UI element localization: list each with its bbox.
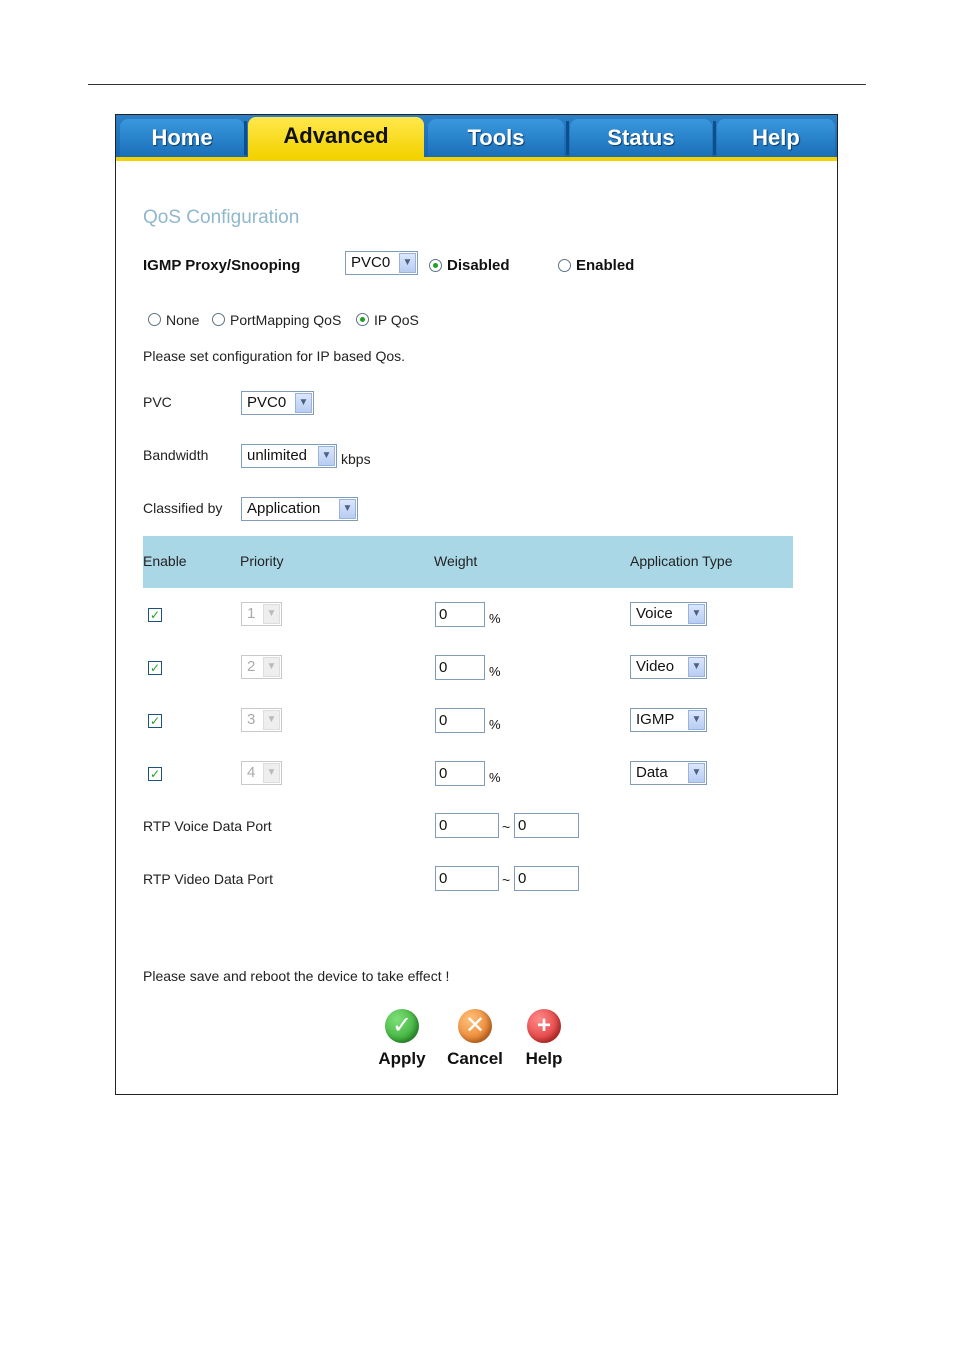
tab-home[interactable]: Home xyxy=(120,119,244,157)
chevron-down-icon: ▼ xyxy=(318,446,335,466)
pvc-value: PVC0 xyxy=(247,394,287,411)
check-icon: ✓ xyxy=(385,1009,419,1043)
tab-divider xyxy=(566,121,569,155)
classified-by-select[interactable] xyxy=(241,497,358,521)
igmp-enabled-label: Enabled xyxy=(576,257,635,274)
page-title: QoS Configuration xyxy=(143,207,300,228)
chevron-down-icon: ▼ xyxy=(263,604,280,624)
plus-icon: + xyxy=(527,1009,561,1043)
chevron-down-icon: ▼ xyxy=(263,763,280,783)
priority-value: 2 xyxy=(247,658,256,675)
col-priority: Priority xyxy=(240,553,284,569)
priority-value: 3 xyxy=(247,711,256,728)
weight-unit: % xyxy=(489,717,501,732)
chevron-down-icon: ▼ xyxy=(688,657,705,677)
app-type-select[interactable] xyxy=(630,602,707,626)
bandwidth-label: Bandwidth xyxy=(143,447,209,463)
priority-select[interactable] xyxy=(241,761,282,785)
reboot-notice: Please save and reboot the device to take effect ! xyxy=(143,968,450,984)
app-type-select[interactable] xyxy=(630,708,707,732)
apply-button[interactable] xyxy=(370,1009,434,1069)
chevron-down-icon: ▼ xyxy=(295,393,312,413)
qos-portmapping-label: PortMapping QoS xyxy=(230,312,342,328)
app-type-select[interactable] xyxy=(630,655,707,679)
qos-portmapping-radio[interactable] xyxy=(212,313,225,326)
bandwidth-unit: kbps xyxy=(341,451,371,467)
rtp-video-label: RTP Video Data Port xyxy=(143,871,273,887)
tab-divider xyxy=(244,121,247,155)
priority-value: 4 xyxy=(247,764,256,781)
tab-advanced[interactable]: Advanced xyxy=(248,117,424,157)
col-enable: Enable xyxy=(143,553,187,569)
chevron-down-icon: ▼ xyxy=(263,657,280,677)
rtp-video-separator: ~ xyxy=(502,872,511,888)
rtp-video-from-input[interactable]: 0 xyxy=(435,866,499,891)
row-enable-checkbox[interactable]: ✓ xyxy=(149,608,161,622)
rtp-video-to-input[interactable]: 0 xyxy=(514,866,579,891)
col-application-type: Application Type xyxy=(630,553,733,569)
rtp-voice-label: RTP Voice Data Port xyxy=(143,818,272,834)
pvc-label: PVC xyxy=(143,394,172,410)
classified-by-label: Classified by xyxy=(143,500,223,516)
priority-select[interactable] xyxy=(241,655,282,679)
weight-unit: % xyxy=(489,611,501,626)
page-top-rule xyxy=(88,84,866,85)
weight-input[interactable]: 0 xyxy=(435,708,485,733)
tab-divider xyxy=(713,121,716,155)
chevron-down-icon: ▼ xyxy=(688,710,705,730)
classified-by-value: Application xyxy=(247,500,321,517)
chevron-down-icon: ▼ xyxy=(339,499,356,519)
app-type-value: IGMP xyxy=(636,711,675,728)
pvc-select[interactable] xyxy=(241,391,314,415)
instruction-text: Please set configuration for IP based Qos. xyxy=(143,348,406,364)
tab-tools[interactable]: Tools xyxy=(428,119,564,157)
qos-ip-label: IP QoS xyxy=(374,312,419,328)
row-enable-checkbox[interactable]: ✓ xyxy=(149,661,161,675)
apply-label: Apply xyxy=(378,1049,426,1068)
router-config-panel xyxy=(115,114,838,1095)
bandwidth-value: unlimited xyxy=(247,447,308,464)
app-type-value: Data xyxy=(636,764,668,781)
weight-unit: % xyxy=(489,664,501,679)
chevron-down-icon: ▼ xyxy=(688,763,705,783)
cancel-button[interactable] xyxy=(442,1009,508,1069)
x-icon: ✕ xyxy=(458,1009,492,1043)
row-enable-checkbox[interactable]: ✓ xyxy=(149,714,161,728)
row-enable-checkbox[interactable]: ✓ xyxy=(149,767,161,781)
qos-ip-radio[interactable] xyxy=(356,313,369,326)
priority-select[interactable] xyxy=(241,708,282,732)
rtp-voice-to-input[interactable]: 0 xyxy=(514,813,579,838)
igmp-pvc-select[interactable] xyxy=(345,251,418,275)
weight-unit: % xyxy=(489,770,501,785)
rtp-voice-separator: ~ xyxy=(502,819,511,835)
tab-bar xyxy=(116,115,837,161)
tab-status[interactable]: Status xyxy=(570,119,712,157)
bandwidth-select[interactable] xyxy=(241,444,337,468)
priority-select[interactable] xyxy=(241,602,282,626)
weight-input[interactable]: 0 xyxy=(435,602,485,627)
help-button[interactable] xyxy=(520,1009,568,1069)
igmp-pvc-value: PVC0 xyxy=(351,254,391,271)
qos-none-label: None xyxy=(166,312,200,328)
tab-help[interactable]: Help xyxy=(717,119,835,157)
qos-none-radio[interactable] xyxy=(148,313,161,326)
igmp-enabled-radio[interactable] xyxy=(558,259,571,272)
priority-value: 1 xyxy=(247,605,256,622)
chevron-down-icon: ▼ xyxy=(399,253,416,273)
weight-input[interactable]: 0 xyxy=(435,655,485,680)
igmp-disabled-radio[interactable] xyxy=(429,259,442,272)
app-type-value: Video xyxy=(636,658,675,675)
help-label: Help xyxy=(525,1049,563,1068)
rtp-voice-from-input[interactable]: 0 xyxy=(435,813,499,838)
app-type-value: Voice xyxy=(636,605,673,622)
igmp-disabled-label: Disabled xyxy=(447,257,510,274)
igmp-label: IGMP Proxy/Snooping xyxy=(143,257,301,274)
col-weight: Weight xyxy=(434,553,478,569)
cancel-label: Cancel xyxy=(447,1049,503,1068)
app-type-select[interactable] xyxy=(630,761,707,785)
weight-input[interactable]: 0 xyxy=(435,761,485,786)
chevron-down-icon: ▼ xyxy=(263,710,280,730)
chevron-down-icon: ▼ xyxy=(688,604,705,624)
